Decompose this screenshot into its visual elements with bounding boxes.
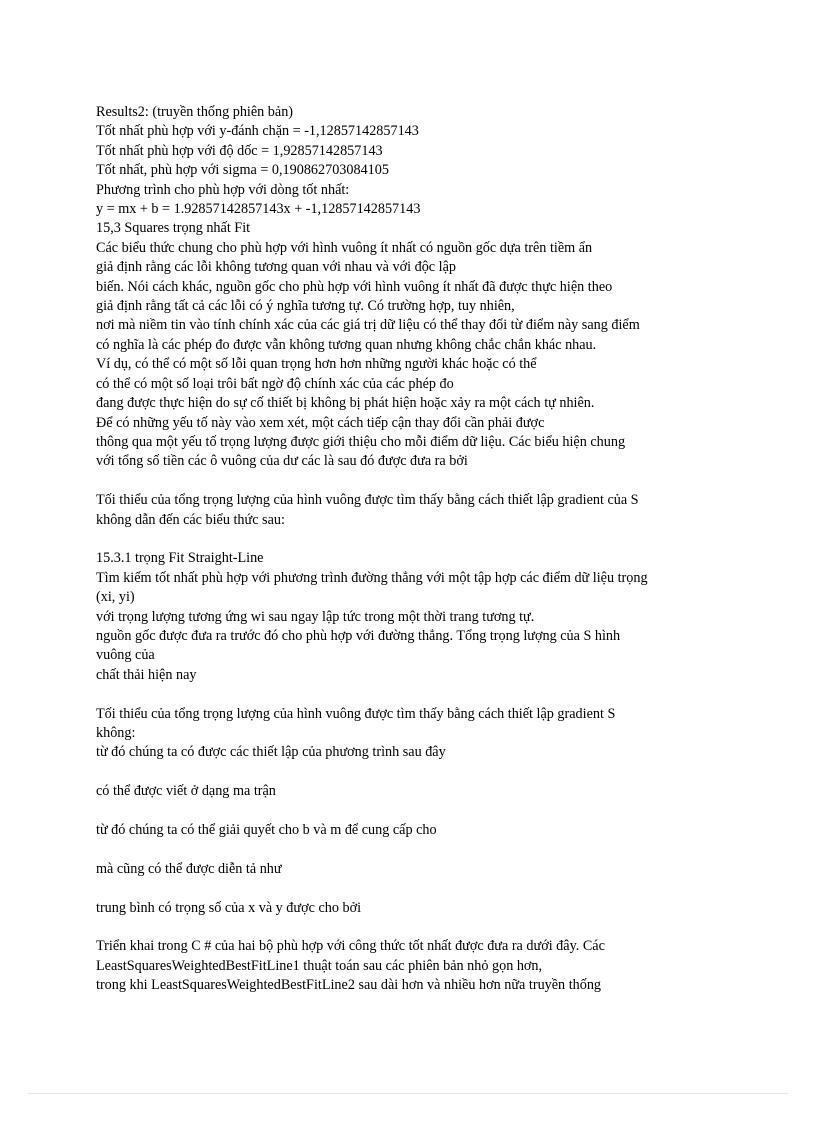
text-line: có thể được viết ở dạng ma trận — [96, 783, 276, 800]
text-line: Tốt nhất phù hợp với độ dốc = 1,92857142857143 — [96, 142, 383, 159]
text-line: (xi, yi) — [96, 589, 135, 606]
text-line: trung bình có trọng số của x và y được cho bởi — [96, 899, 362, 916]
blank-line — [96, 763, 720, 782]
text-line: Phương trình cho phù hợp với dòng tốt nhất: — [96, 181, 350, 198]
text-line: không: — [96, 724, 136, 741]
text-line: đang được thực hiện do sự cố thiết bị không bị phát hiện hoặc xảy ra một cách tự nhiên. — [96, 395, 595, 412]
text-line: Ví dụ, có thể có một số lỗi quan trọng hơn hơn những người khác hoặc có thể — [96, 356, 537, 373]
text-line: Tốt nhất, phù hợp với sigma = 0,190862703084105 — [96, 162, 389, 179]
text-line: vuông của — [96, 647, 155, 664]
text-line: LeastSquaresWeightedBestFitLine1 thuật toán sau các phiên bản nhỏ gọn hơn, — [96, 957, 543, 974]
text-line: có nghĩa là các phép đo được vẫn không tương quan nhưng không chắc chắn khác nhau. — [96, 336, 597, 353]
text-line: Tối thiểu của tổng trọng lượng của hình vuông được tìm thấy bằng cách thiết lập gradient S — [96, 705, 616, 722]
text-line: giả định rằng tất cả các lỗi có ý nghĩa tương tự. Có trường hợp, tuy nhiên, — [96, 298, 515, 315]
text-line: nơi mà niềm tin vào tính chính xác của các giá trị dữ liệu có thể thay đổi từ điểm này sang điểm — [96, 317, 640, 334]
equation-line: y = mx + b = 1.92857142857143x + -1,12857142857143 — [96, 201, 421, 218]
text-line: với trọng lượng tương ứng wi sau ngay lập tức trong một thời trang tương tự. — [96, 608, 535, 625]
blank-line — [96, 918, 720, 937]
text-line: giả định rằng các lỗi không tương quan với nhau và với độc lập — [96, 259, 456, 276]
text-line: với tổng số tiền các ô vuông của dư các là sau đó được đưa ra bởi — [96, 453, 468, 470]
text-line: trong khi LeastSquaresWeightedBestFitLine2 sau dài hơn và nhiều hơn nữa truyền thống — [96, 977, 602, 994]
blank-line — [96, 879, 720, 898]
results-heading: Results2: (truyền thống phiên bản) — [96, 104, 294, 120]
blank-line — [96, 530, 720, 549]
text-line: không dẫn đến các biểu thức sau: — [96, 511, 285, 528]
text-line: Các biểu thức chung cho phù hợp với hình vuông ít nhất có nguồn gốc dựa trên tiềm ẩn — [96, 239, 593, 256]
text-line: thông qua một yếu tố trọng lượng được giới thiệu cho mỗi điểm dữ liệu. Các biểu hiện chung — [96, 433, 626, 450]
blank-line — [96, 472, 720, 491]
text-line: Để có những yếu tố này vào xem xét, một cách tiếp cận thay đổi cần phải được — [96, 414, 545, 431]
text-line: chất thải hiện nay — [96, 666, 197, 683]
text-line: Triển khai trong C # của hai bộ phù hợp với công thức tốt nhất được đưa ra dưới đây. Các — [96, 938, 605, 955]
text-line: biến. Nói cách khác, nguồn gốc cho phù hợp với hình vuông ít nhất đã được thực hiện theo — [96, 278, 613, 295]
text-line: có thể có một số loại trôi bất ngờ độ chính xác của các phép đo — [96, 375, 454, 392]
blank-line — [96, 802, 720, 821]
document-body — [96, 103, 720, 996]
blank-line — [96, 685, 720, 704]
blank-line — [96, 840, 720, 859]
subsection-heading: 15.3.1 trọng Fit Straight-Line — [96, 550, 264, 567]
text-line: mà cũng có thể được diễn tả như — [96, 860, 282, 877]
text-line: Tìm kiếm tốt nhất phù hợp với phương trình đường thẳng với một tập hợp các điểm dữ liệu trọng — [96, 569, 648, 586]
section-heading: 15,3 Squares trọng nhất Fit — [96, 220, 251, 237]
text-line: từ đó chúng ta có được các thiết lập của phương trình sau đây — [96, 744, 446, 761]
text-line: Tốt nhất phù hợp với y-đánh chặn = -1,12857142857143 — [96, 123, 419, 140]
page-bottom-divider — [28, 1093, 788, 1094]
text-line: Tối thiểu của tổng trọng lượng của hình vuông được tìm thấy bằng cách thiết lập gradient của S — [96, 492, 639, 509]
text-line: từ đó chúng ta có thể giải quyết cho b và m để cung cấp cho — [96, 821, 437, 838]
text-line: nguồn gốc được đưa ra trước đó cho phù hợp với đường thẳng. Tổng trọng lượng của S hình — [96, 627, 621, 644]
